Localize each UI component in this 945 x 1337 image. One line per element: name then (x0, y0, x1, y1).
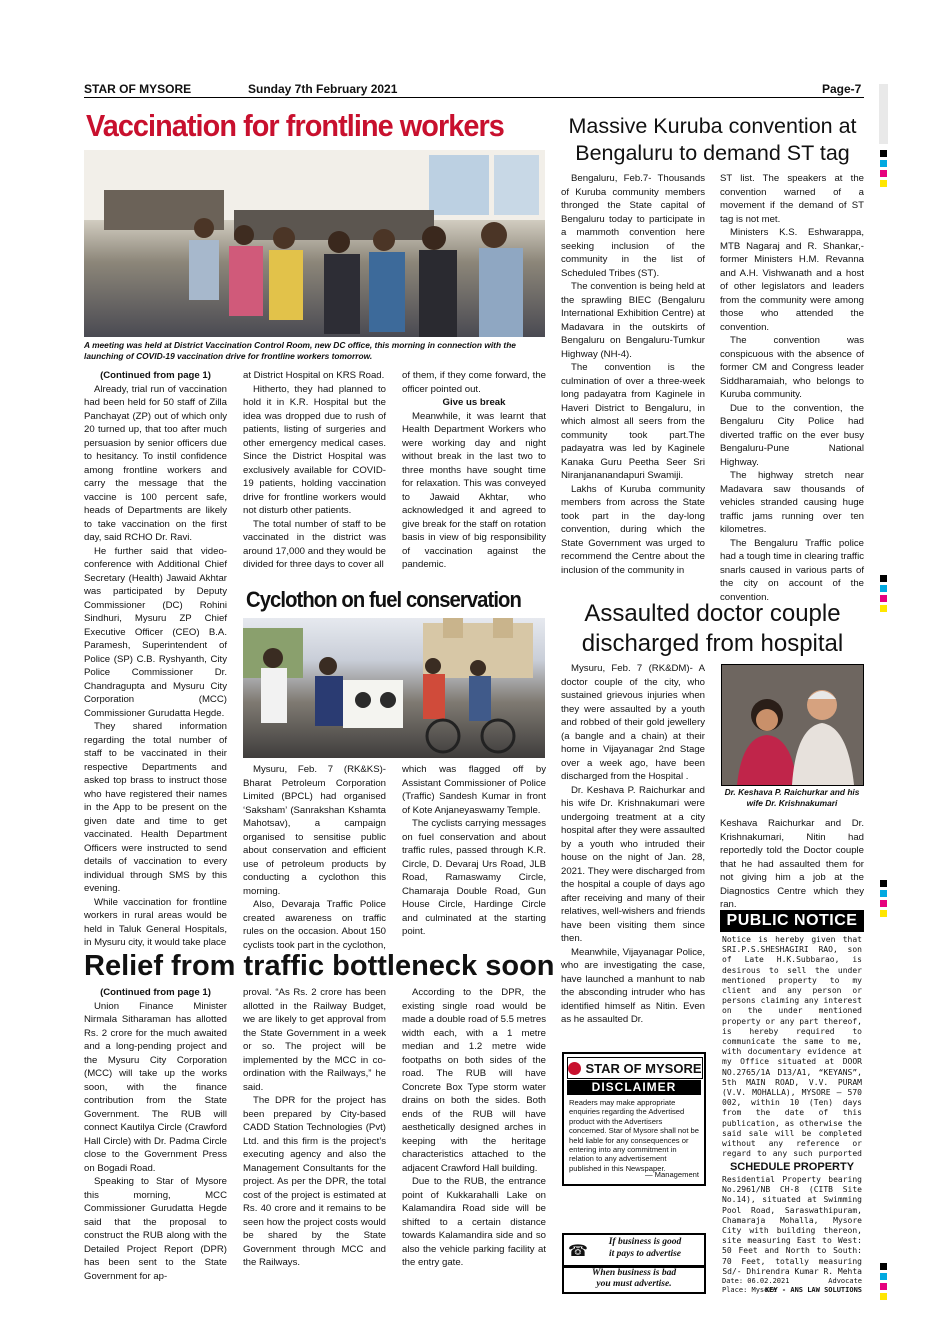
paragraph: proval. “As Rs. 2 crore has been allotted in the Railway Budget, we are likely to get approval from the State Government in a week or so. The project will be implemented by the MCC in co-ordination with the Railways,” he said. (243, 987, 386, 1093)
relief-column-3 (402, 986, 546, 1270)
paragraph: Mysuru, Feb. 7 (RK&DM)- A doctor couple of the city, who sustained grievous injuries when they were assaulted by a youth and robbed of their gold jewellery (a bangle and a chain) at their home in Vijayanagar 2nd Stage over a week ago, have been discharged from the Hospital . (561, 663, 705, 782)
advert-line-4: you must advertise. (596, 1279, 672, 1289)
doctor-headline (561, 599, 864, 659)
schedule-body: Residential Property bearing No.2961/NB CH-8 (CITB Site No.14), situated at Swimming Pool Road, Saraswathipuram, Chamaraja Mohalla, Mysore City with building thereon, site measuring East to West: 50 Feet and North to South: 70 Feet, totally measuring (722, 1175, 862, 1266)
paragraph: Due to the convention, the Bengaluru City Police had diverted traffic on the ever busy Bengaluru-Pune National Highway. (720, 402, 864, 468)
paragraph: Hitherto, they had planned to hold it in K.R. Hospital but the idea was dropped due to rush of patients, listing of surgeries and other emergency medical cases. Since the District Hospital was exclusively available for COVID-19 patients, holding vaccination drive for frontline workers would not disturb other patients. (243, 383, 386, 516)
registration-magenta (880, 595, 887, 602)
registration-black (880, 575, 887, 582)
paragraph: Due to the RUB, the entrance point of Kukkarahalli Lake on Kalamandira Road side will be shifted to a certain distance towards Kalamandira side and so also the vehicle parking facility at the entry gate. (402, 1176, 546, 1268)
paragraph: Ministers K.S. Eshwarappa, MTB Nagaraj and R. Shankar,- former Ministers H.M. Revanna and A.H. Vishwanath and a host of other legislators and leaders from the community were among those who attended the convention. (720, 227, 864, 333)
registration-yellow (880, 180, 887, 187)
public-notice (720, 910, 864, 1294)
registration-magenta (880, 170, 887, 177)
kuruba-headline-line2: Bengaluru to demand ST tag (575, 141, 850, 165)
kuruba-column-2 (720, 172, 864, 604)
masthead-date: Sunday 7th February 2021 (248, 82, 398, 96)
advert-line-1: If business is good (608, 1237, 682, 1247)
page-number: Page-7 (822, 82, 862, 96)
paragraph: Union Finance Minister Nirmala Sitharaman has allotted Rs. 2 crore for the much awaited and a long-pending project and the Mysuru City Corporation (MCC) will take up the works soon, with the finance contribution from the State Government. The RUB will connect Kautilya Circle (Crawford Hall Circle) with Dr. Padma Circle close to the Government Press on Bogadi Road. (84, 1000, 227, 1174)
advocate-signature (722, 1267, 862, 1277)
paragraph: Keshava Raichurkar and Dr. Krishnakumari, Nitin had reportedly told the Doctor couple that he had assaulted them for not giving him a job at the Diagnostics Centre which they ran. (720, 818, 864, 910)
kuruba-headline (561, 113, 864, 167)
star-logo-icon (568, 1062, 581, 1075)
paragraph: Mysuru, Feb. 7 (RK&KS)- Bharat Petroleum Corporation Limited (BPCL) had organised ‘Saksham’ (Sanrakshan Kshamta Mahotsav), a campaign organised to sensitise public about conservation and efficient use of petroleum products by conducting a cyclothon this morning. (243, 764, 386, 897)
subheading: Give us break (442, 397, 506, 408)
cyclothon-column-1 (243, 763, 386, 952)
continued-note: (Continued from page 1) (100, 987, 211, 998)
vaccination-photo-caption: A meeting was held at District Vaccination Control Room, new DC office, this morning in connection with the launching of COVID-19 vaccination drive for frontline workers tomorrow. (84, 340, 516, 361)
paragraph: He further said that video-conference with Additional Chief Secretary (Health) Jawaid Akhtar was participated by Deputy Commissioner (DC) Rohini Sindhuri, Mysuru ZP Chief Executive Officer (CEO) B.A. Paramesh, Superintendent of Police (SP) C.B. Ryshyanth, City Police Commissioner Dr. Chandragupta and Mysuru City Corporation (MCC) Commissioner Gurudatta Hegde. (84, 545, 227, 719)
cyclothon-headline: Cyclothon on fuel conservation (246, 587, 521, 612)
registration-cyan (880, 160, 887, 167)
disclaimer-box (562, 1052, 706, 1186)
paragraph: Dr. Keshava P. Raichurkar and his wife Dr. Krishnakumari were undergoing treatment at a city hospital after they were assaulted by a youth who intruded their house on the night of Jan. 28, 2021. They were discharged from the hospital a couple of days ago after receiving and many of their relatives, well-wishers and friends have been visiting them since then. (561, 784, 705, 944)
disclaimer-title: DISCLAIMER (567, 1080, 701, 1095)
header-rule (84, 97, 864, 98)
cyclothon-column-2 (402, 763, 546, 939)
doctor-headline-line1: Assaulted doctor couple (584, 600, 841, 627)
paragraph: ST list. The speakers at the convention warned of a movement if the demand of ST tag is not met. (720, 173, 864, 225)
doctor-couple-photo (721, 664, 864, 786)
registration-cyan (880, 585, 887, 592)
paragraph: Also, Devaraja Traffic Police created awareness on traffic rules on the occasion. About 150 cyclists took part in the cyclothon, (243, 899, 386, 951)
relief-column-2 (243, 986, 386, 1270)
paragraph: of them, if they come forward, the officer pointed out. (402, 370, 546, 395)
paragraph: According to the DPR, the existing single road would be made a double road of 5.5 metres width each, with a 1 metre median and 1.2 metre wide footpaths on both sides of the road. The RUB will have Concrete Box Type storm water drains on both the sides. Both ends of the RUB will have aesthetically designed arches in keeping with the heritage characteristics attached to the adjacent Crawford Hall building. (402, 987, 546, 1174)
disclaimer-brand-text: STAR OF MYSORE (585, 1060, 702, 1076)
disclaimer-sign: — Management (644, 1170, 699, 1179)
advert-line-3: When business is bad (591, 1268, 677, 1278)
paragraph: which was flagged off by Assistant Commissioner of Police (Traffic) Sandesh Kumar in front of Kote Anjaneyaswamy Temple. (402, 764, 546, 816)
notice-place: Place: Mysore (722, 1285, 777, 1294)
disclaimer-text: Readers may make appropriate enquiries regarding the Advertised product with the Advertisers concerned. Star of Mysore shall not be held liable for any consequences or entering into any commitment in relation to any advertisement published in this Newspaper. (569, 1098, 700, 1173)
public-notice-body: Notice is hereby given that SRI.P.S.SHESHAGIRI RAO, son of Late H.K.Subbarao, is desirous to sell the under mentioned property to my client and any person or persons claiming any interest on the under mentioned property or any part thereof, is hereby required to communicate the same to me, with documentary evidence at my Office situated at DOOR NO.2765/1A D13/A1, “KEYANS”, 5th MAIN ROAD, V.V. PURAM (V.V. MOHALLA), MYSORE – 570 002, within 10 (Ten) days from the date of this publication, as otherwise the said sale will be completed without any reference or regard to any such purported (722, 935, 862, 1159)
paragraph: Already, trial run of vaccination had been held for 50 staff of Zilla Panchayat (ZP) out of which only 20 turned up, that too after much persuasion by senior officers due to hesitancy. To instil confidence among frontline workers and carry the message that the vaccine is 100 percent safe, heads of Departments are likely to take vaccination on the first day, said RCHO Dr. Ravi. (84, 383, 227, 543)
registration-magenta (880, 1283, 887, 1290)
registration-magenta (880, 900, 887, 907)
paragraph: Lakhs of Kuruba community members from across the State took part in the day-long convention, during which the State Government was urged to recommend the Centre about the inclusion of the community in (561, 483, 705, 576)
paragraph: Speaking to Star of Mysore this morning, MCC Commissioner Gurudatta Hegde said that the proposal to construct the RUB along with the Detailed Project Report (DPR) has been sent to the State Government for ap- (84, 1176, 227, 1282)
notice-firm-block (765, 1277, 862, 1294)
registration-black (880, 1263, 887, 1270)
doctor-column-1 (561, 662, 705, 1027)
vaccination-column-1 (84, 369, 227, 950)
relief-column-1 (84, 986, 227, 1283)
print-strip (879, 84, 888, 144)
relief-headline: Relief from traffic bottleneck soon (84, 950, 555, 982)
continued-note: (Continued from page 1) (100, 370, 211, 381)
law-firm: KEY - ANS LAW SOLUTIONS (765, 1285, 862, 1294)
doctor-headline-line2: discharged from hospital (581, 630, 844, 657)
vaccination-headline: Vaccination for frontline workers (86, 108, 504, 143)
paragraph: The convention is the culmination of over a three-week long padayatra from Kaginele in Haveri District to Bengaluru, in which almost all seers from the community took part.The padayatra was led by Kaginele Kanaka Guru Peetha Seer Sri Niranjananandapuri Swamiji. (561, 362, 705, 481)
registration-black (880, 880, 887, 887)
vaccination-column-2 (243, 369, 386, 572)
paragraph: The total number of staff to be vaccinated in the district was around 17,000 and they would be divided for three days to cover all (243, 518, 386, 570)
paragraph: Bengaluru, Feb.7- Thousands of Kuruba community members thronged the State capital of Bengaluru today to participate in a mammoth convention here seeking inclusion of the community in the list of Scheduled Tribes (ST). (561, 173, 705, 279)
advocate-name: Sd/- Dhirendra Kumar R. Mehta (722, 1267, 862, 1276)
registration-black (880, 150, 887, 157)
paragraph: The convention is being held at the sprawling BIEC (Bengaluru International Exhibition Centre) at Madavara in the outskirts of Bengaluru on Bengaluru-Tumkur Highway (NH-4). (561, 281, 705, 360)
paragraph: The highway stretch near Madavara saw thousands of vehicles stranded causing huge traffic jams running over ten kilometres. (720, 470, 864, 535)
advertise-box-lower (562, 1266, 706, 1294)
notice-date: Date: 06.02.2021 (722, 1277, 790, 1285)
doctor-photo-caption: Dr. Keshava P. Raichurkar and his wife Dr. Krishnakumari (724, 787, 860, 808)
registration-cyan (880, 890, 887, 897)
advert-line-2: it pays to advertise (608, 1249, 682, 1259)
paragraph: at District Hospital on KRS Road. (243, 370, 385, 381)
paragraph: The convention was conspicuous with the absence of former CM and Congress leader Siddharamaiah, who belongs to Kuruba community. (720, 335, 864, 400)
registration-yellow (880, 605, 887, 612)
advertise-box (562, 1233, 706, 1267)
paragraph: The Bengaluru Traffic police had a tough time in clearing traffic snarls caused in various parts of the city on account of the convention. (720, 537, 864, 603)
paragraph: The cyclists carrying messages on fuel conservation and about traffic rules, passed through K.R. Circle, D. Devaraj Urs Road, JLB Road, Ramaswamy Circle, Chamaraja Double Road, Gun House Circle, Hardinge Circle and culminated at the starting point. (402, 818, 546, 937)
vaccination-column-3 (402, 369, 546, 572)
kuruba-column-1 (561, 172, 705, 577)
kuruba-headline-line1: Massive Kuruba convention at (568, 114, 857, 138)
paragraph: They shared information regarding the total number of staff to be vaccinated in their respective Departments and asked top brass to instruct those who have registered their names in the App to be present on the given date and time to get vaccinated. Health Department Officers were instructed to send details of vaccination to every individual through SMS by this evening. (84, 721, 227, 894)
registration-yellow (880, 1293, 887, 1300)
registration-cyan (880, 1273, 887, 1280)
disclaimer-brand (567, 1057, 703, 1079)
vaccination-meeting-photo (84, 150, 545, 337)
paragraph: Meanwhile, it was learnt that Health Department Workers who were working day and night without break in the last two to three months have sought time for relaxation. This was conveyed to Jawaid Akhtar, who acknowledged it and agreed to give break for the staff on rotation basis in view of big responsibility of vaccination against the pandemic. (402, 410, 546, 570)
cyclothon-photo (243, 618, 545, 758)
handshake-icon: ☎ (568, 1243, 588, 1260)
schedule-title: SCHEDULE PROPERTY (729, 1161, 855, 1173)
masthead-paper: STAR OF MYSORE (84, 82, 192, 96)
registration-yellow (880, 910, 887, 917)
paragraph: While vaccination for frontline workers in rural areas would be held in Taluk General Hospitals, in Mysuru city, it would take place (84, 896, 227, 948)
advocate-title: Advocate (828, 1277, 862, 1285)
paragraph: The DPR for the project has been prepared by City-based CADD Station Technologies (Pvt) Ltd. and this firm is the project’s executing agency and also the Management Consultants for the project. As per the DPR, the total cost of the project is estimated at Rs. 40 crore and it remains to be seen how the project costs would be shared by the State Government through MCC and the Railways. (243, 1095, 386, 1268)
paragraph: Meanwhile, Vijayanagar Police, who are investigating the case, have launched a manhunt to nab the absconding intruder who has identified himself as Nitin. Even as he assaulted Dr. (561, 946, 705, 1025)
public-notice-title: PUBLIC NOTICE (720, 910, 864, 932)
doctor-column-2 (720, 817, 864, 912)
